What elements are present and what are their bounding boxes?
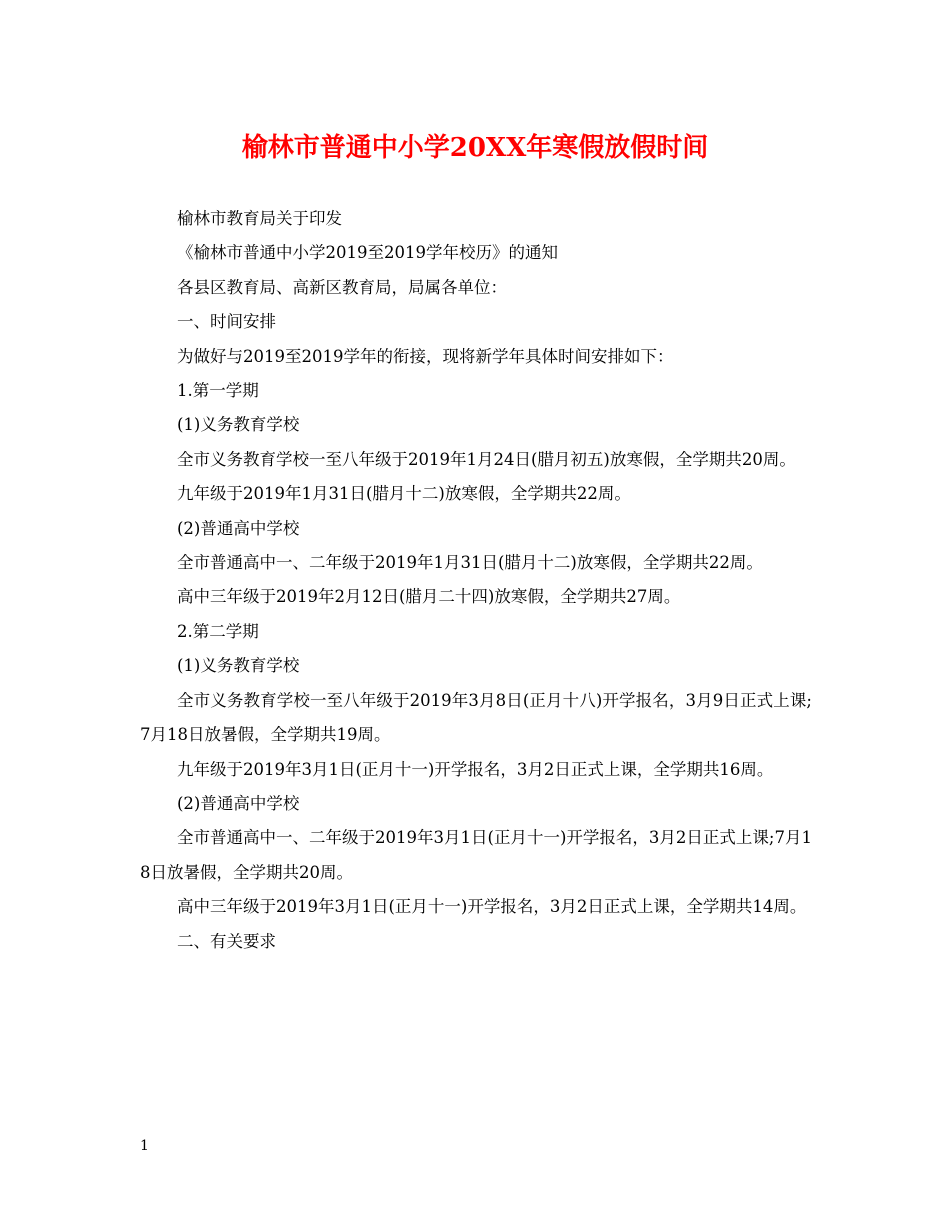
paragraph: 全市义务教育学校一至八年级于2019年3月8日(正月十八)开学报名，3月9日正式上课;7月18日放暑假，全学期共19周。 — [140, 690, 812, 745]
document-body — [140, 202, 812, 959]
subsection-heading: (1)义务教育学校 — [177, 415, 300, 435]
paragraph: 榆林市教育局关于印发 — [177, 209, 342, 228]
paragraph: 全市普通高中一、二年级于2019年3月1日(正月十一)开学报名，3月2日正式上课;7月18日放暑假，全学期共20周。 — [140, 828, 812, 882]
paragraph: 各县区教育局、高新区教育局，局属各单位： — [177, 277, 507, 297]
paragraph: 《榆林市普通中小学2019至2019学年校历》的通知 — [177, 243, 558, 263]
paragraph: 高中三年级于2019年2月12日(腊月二十四)放寒假，全学期共27周。 — [177, 587, 681, 607]
subsection-heading: 1.第一学期 — [177, 381, 259, 401]
paragraph: 高中三年级于2019年3月1日(正月十一)开学报名，3月2日正式上课，全学期共14周。 — [177, 897, 807, 917]
section-heading: 二、有关要求 — [177, 931, 276, 951]
subsection-heading: (2)普通高中学校 — [177, 518, 300, 538]
subsection-heading: (2)普通高中学校 — [177, 793, 300, 813]
page-number: 1 — [140, 1138, 149, 1154]
section-heading: 一、时间安排 — [177, 312, 276, 332]
paragraph: 九年级于2019年1月31日(腊月十二)放寒假，全学期共22周。 — [177, 484, 631, 504]
paragraph: 全市普通高中一、二年级于2019年1月31日(腊月十二)放寒假，全学期共22周。 — [177, 553, 763, 573]
document-title: 榆林市普通中小学20XX年寒假放假时间 — [241, 133, 709, 163]
subsection-heading: 2.第二学期 — [177, 621, 259, 641]
paragraph: 九年级于2019年3月1日(正月十一)开学报名，3月2日正式上课，全学期共16周。 — [177, 759, 774, 779]
paragraph: 全市义务教育学校一至八年级于2019年1月24日(腊月初五)放寒假，全学期共20周。 — [177, 449, 796, 469]
paragraph: 为做好与2019至2019学年的衔接，现将新学年具体时间安排如下： — [177, 346, 674, 366]
subsection-heading: (1)义务教育学校 — [177, 656, 300, 676]
